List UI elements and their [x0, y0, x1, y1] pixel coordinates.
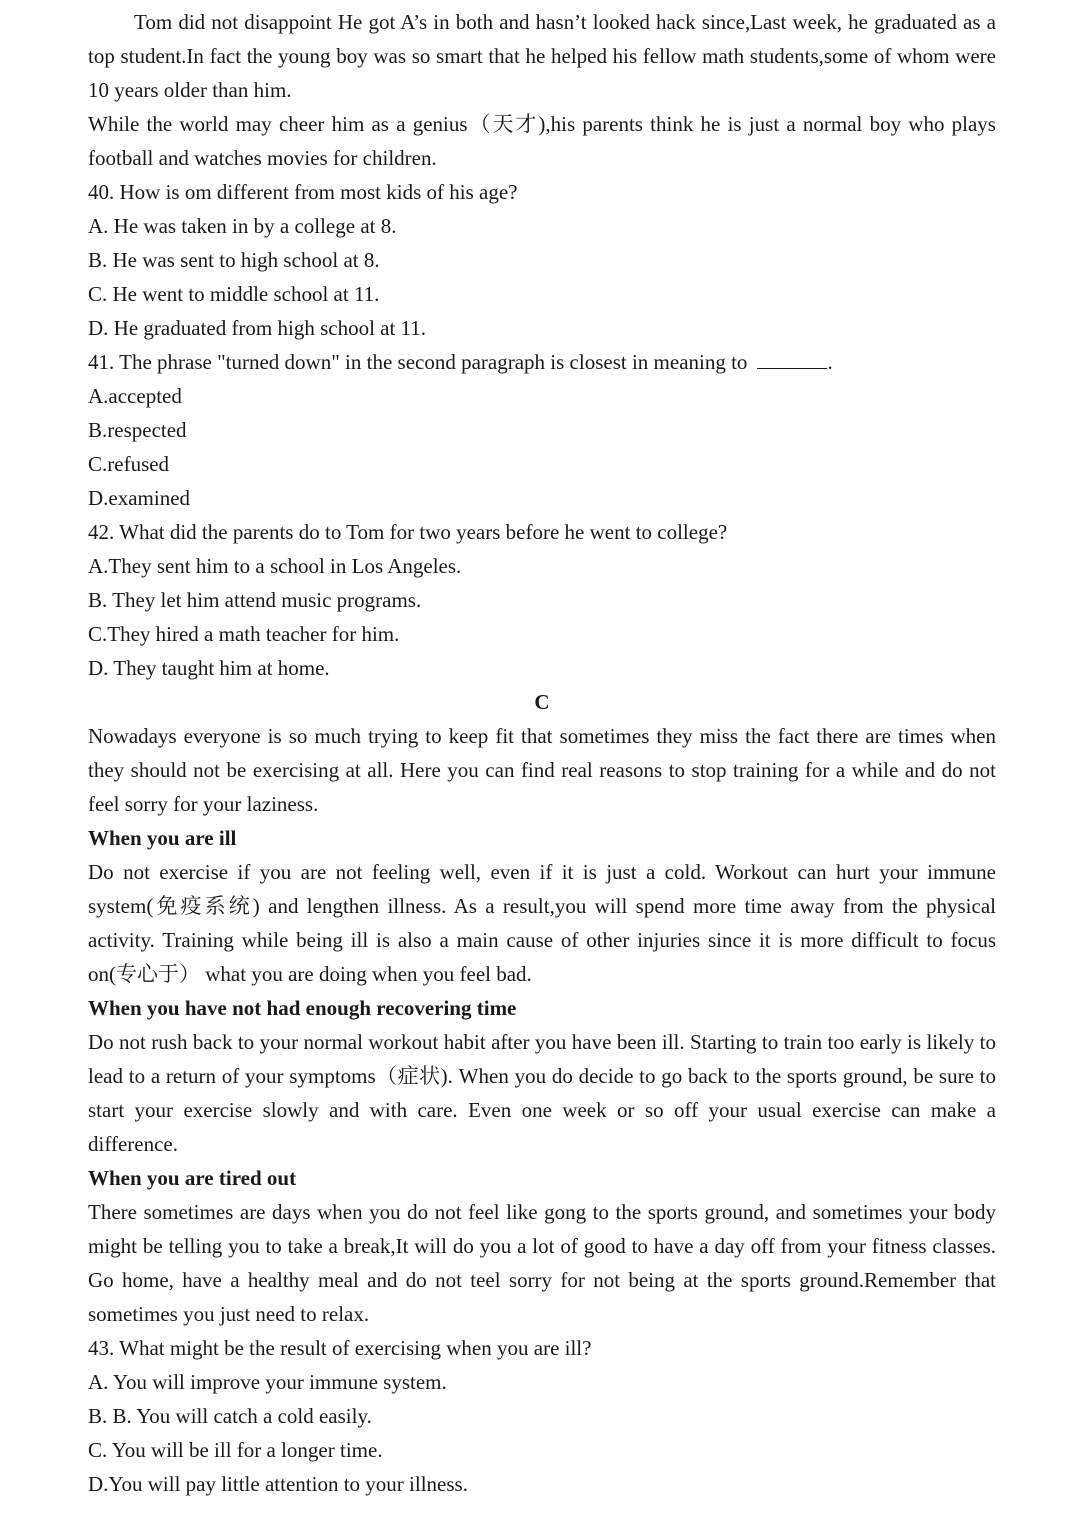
subheading-tired: When you are tired out — [88, 1166, 297, 1190]
paragraph-ill: Do not exercise if you are not feeling well, even if it is just a cold. Workout can hurt your immune system(免疫系统) and lengthen illness. As a result,you will spend more time away from the physical activity. Training while being ill is also a main cause of other injuries since it is more difficult to focus on(专心于） what you are doing when you feel bad. — [88, 860, 996, 986]
subheading-ill: When you are ill — [88, 826, 237, 850]
option-43-a: A. You will improve your immune system. — [88, 1370, 447, 1394]
option-42-b: B. They let him attend music programs. — [88, 588, 422, 612]
question-41 — [88, 345, 996, 379]
option-40-c: C. He went to middle school at 11. — [88, 282, 380, 306]
option-43-b: B. B. You will catch a cold easily. — [88, 1404, 372, 1428]
option-42-c: C.They hired a math teacher for him. — [88, 622, 400, 646]
option-40-d: D. He graduated from high school at 11. — [88, 316, 427, 340]
option-43-d: D.You will pay little attention to your illness. — [88, 1472, 468, 1496]
option-41-b: B.respected — [88, 418, 187, 442]
subheading-recovering: When you have not had enough recovering time — [88, 996, 517, 1020]
section-c-intro: Nowadays everyone is so much trying to keep fit that sometimes they miss the fact there are times when they should not be exercising at all. Here you can find real reasons to stop training for a while and do not feel sorry for your laziness. — [88, 724, 996, 816]
option-43-c: C. You will be ill for a longer time. — [88, 1438, 383, 1462]
question-42: 42. What did the parents do to Tom for two years before he went to college? — [88, 520, 728, 544]
option-41-c: C.refused — [88, 452, 170, 476]
option-41-a: A.accepted — [88, 384, 182, 408]
passage-paragraph: Tom did not disappoint He got A’s in both and hasn’t looked hack since,Last week, he graduated as a top student.In fact the young boy was so smart that he helped his fellow math students,some of whom were 10 years older than him. — [88, 10, 996, 102]
option-42-a: A.They sent him to a school in Los Angeles. — [88, 554, 462, 578]
section-c-title: C — [534, 690, 550, 714]
option-40-b: B. He was sent to high school at 8. — [88, 248, 380, 272]
question-41-end: . — [827, 350, 833, 374]
document-page — [88, 5, 996, 1501]
question-40: 40. How is om different from most kids of his age? — [88, 180, 518, 204]
passage-paragraph: While the world may cheer him as a genius（天才),his parents think he is just a normal boy who plays football and watches movies for children. — [88, 112, 996, 170]
question-41-text: 41. The phrase "turned down" in the second paragraph is closest in meaning to — [88, 350, 748, 374]
paragraph-recovering: Do not rush back to your normal workout habit after you have been ill. Starting to train too early is likely to lead to a return of your symptoms（症状). When you do decide to go back to the sports ground, be sure to start your exercise slowly and with care. Even one week or so off your usual exercise can make a difference. — [88, 1030, 996, 1156]
answer-blank — [757, 350, 827, 369]
paragraph-tired: There sometimes are days when you do not feel like gong to the sports ground, and sometimes your body might be telling you to take a break,It will do you a lot of good to have a day off from your fitness classes. Go home, have a healthy meal and do not teel sorry for not being at the sports ground.Remember that sometimes you just need to relax. — [88, 1200, 996, 1326]
option-40-a: A. He was taken in by a college at 8. — [88, 214, 397, 238]
option-41-d: D.examined — [88, 486, 191, 510]
question-43: 43. What might be the result of exercising when you are ill? — [88, 1336, 592, 1360]
option-42-d: D. They taught him at home. — [88, 656, 330, 680]
